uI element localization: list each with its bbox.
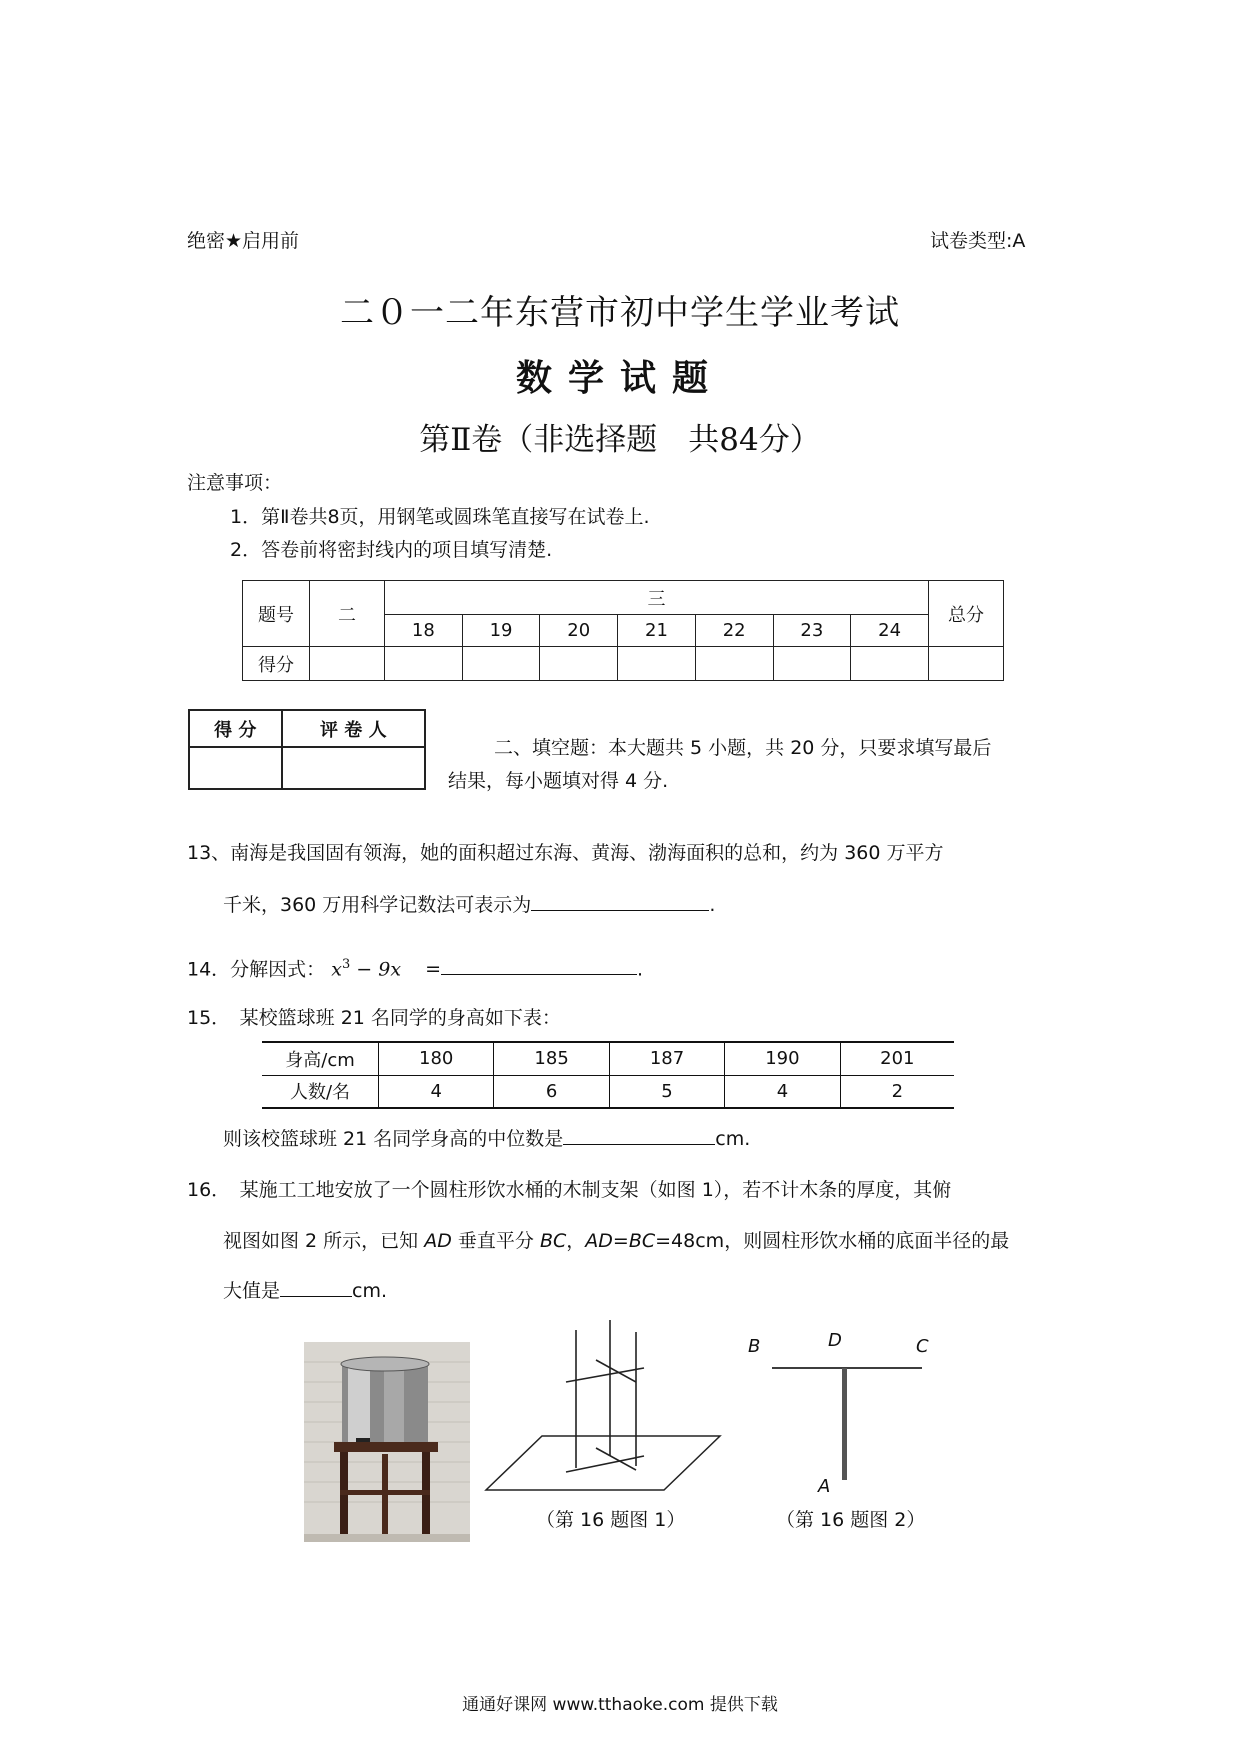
grader-box-score-label: 得 分 xyxy=(189,710,282,747)
label-b: B xyxy=(748,1336,761,1357)
fig1-caption: （第 16 题图 1） xyxy=(536,1509,686,1531)
stand-sketch-figure xyxy=(484,1316,724,1502)
score-table xyxy=(242,580,1004,681)
q16-eq: AD=BC xyxy=(585,1230,656,1252)
score-table-total: 总分 xyxy=(929,581,1004,647)
height-value: 185 xyxy=(494,1042,609,1075)
exam-title: 二０一二年东营市初中学生学业考试 xyxy=(340,293,900,333)
score-table-number: 19 xyxy=(462,615,540,647)
q15-intro: 15． 某校篮球班 21 名同学的身高如下表： xyxy=(187,1007,561,1029)
count-value: 4 xyxy=(379,1075,494,1108)
grader-box xyxy=(188,709,426,790)
q16-line2-c: ， xyxy=(566,1230,586,1252)
q15-unit: cm. xyxy=(715,1128,751,1150)
q13-answer-blank[interactable] xyxy=(531,910,709,911)
score-cell[interactable] xyxy=(462,647,540,681)
score-cell[interactable] xyxy=(385,647,463,681)
q16-line2-d: =48cm，则圆柱形饮水桶的底面半径的最 xyxy=(655,1230,1010,1252)
height-value: 201 xyxy=(840,1042,954,1075)
grader-box-grader-label: 评 卷 人 xyxy=(282,710,425,747)
count-value: 4 xyxy=(725,1075,840,1108)
q16-line2-a: 视图如图 2 所示，已知 xyxy=(223,1230,425,1252)
subject-title: 数学试题 xyxy=(515,357,724,399)
q14-line xyxy=(187,950,643,984)
score-cell[interactable] xyxy=(929,647,1004,681)
q16-unit: cm. xyxy=(352,1280,388,1302)
notice-item-1: 1．第Ⅱ卷共8页，用钢笔或圆珠笔直接写在试卷上. xyxy=(230,506,650,528)
score-table-section-three: 三 xyxy=(385,581,929,615)
score-cell[interactable] xyxy=(618,647,696,681)
q14-expr-exp: 3 xyxy=(341,957,351,972)
q13-end: . xyxy=(709,894,716,916)
notice-item-2: 2．答卷前将密封线内的项目填写清楚. xyxy=(230,539,553,561)
score-table-number: 22 xyxy=(695,615,773,647)
grader-box-grader-cell[interactable] xyxy=(282,747,425,789)
score-table-number: 21 xyxy=(618,615,696,647)
score-cell[interactable] xyxy=(695,647,773,681)
q16-line2 xyxy=(223,1226,1009,1256)
score-cell[interactable] xyxy=(310,647,385,681)
notice-heading: 注意事项： xyxy=(187,472,283,494)
footer: 通通好课网 www.tthaoke.com 提供下载 xyxy=(462,1695,778,1715)
q14-eq: = xyxy=(425,958,442,981)
score-table-number: 24 xyxy=(851,615,929,647)
height-table xyxy=(262,1041,954,1109)
q14-end: . xyxy=(637,958,644,981)
count-value: 5 xyxy=(609,1075,724,1108)
fig2-caption: （第 16 题图 2） xyxy=(776,1509,926,1531)
score-table-row1-label: 题号 xyxy=(243,581,310,647)
q15-question: 则该校篮球班 21 名同学身高的中位数是 xyxy=(223,1128,564,1150)
q13-line2 xyxy=(223,890,715,920)
score-cell[interactable] xyxy=(540,647,618,681)
q16-line2-b: 垂直平分 xyxy=(451,1230,540,1252)
score-table-number: 23 xyxy=(773,615,851,647)
q15-question-line xyxy=(223,1124,750,1154)
section-two-intro-line2: 结果，每小题填对得 4 分. xyxy=(448,770,669,792)
q13-line1: 13、南海是我国固有领海，她的面积超过东海、黄海、渤海面积的总和，约为 360 万平方 xyxy=(187,842,944,864)
paper-type-label: 试卷类型:A xyxy=(930,230,1026,252)
q16-bc: BC xyxy=(539,1230,567,1252)
q16-line3-text: 大值是 xyxy=(223,1280,281,1302)
q14-expr-base: x xyxy=(331,958,342,981)
q16-answer-blank[interactable] xyxy=(280,1296,352,1297)
q13-line2-text: 千米，360 万用科学记数法可表示为 xyxy=(223,894,532,916)
q15-answer-blank[interactable] xyxy=(563,1144,715,1145)
height-value: 180 xyxy=(379,1042,494,1075)
label-c: C xyxy=(916,1336,929,1357)
label-d: D xyxy=(828,1330,842,1351)
q14-answer-blank[interactable] xyxy=(441,974,637,975)
height-value: 187 xyxy=(609,1042,724,1075)
height-table-row2-label: 人数/名 xyxy=(262,1075,379,1108)
height-value: 190 xyxy=(725,1042,840,1075)
part-title: 第Ⅱ卷（非选择题 共84分） xyxy=(419,422,821,458)
section-two-intro-line1: 二、填空题：本大题共 5 小题，共 20 分，只要求填写最后 xyxy=(494,737,992,759)
score-cell[interactable] xyxy=(773,647,851,681)
grader-box-score-cell[interactable] xyxy=(189,747,282,789)
bucket-stand-photo xyxy=(304,1342,470,1542)
score-table-number: 20 xyxy=(540,615,618,647)
q16-line1: 16． 某施工工地安放了一个圆柱形饮水桶的木制支架（如图 1），若不计木条的厚度，其俯 xyxy=(187,1179,952,1201)
score-cell[interactable] xyxy=(851,647,929,681)
score-table-row2-label: 得分 xyxy=(243,647,310,681)
q16-line3 xyxy=(223,1276,387,1306)
count-value: 6 xyxy=(494,1075,609,1108)
top-view-figure xyxy=(740,1330,940,1500)
count-value: 2 xyxy=(840,1075,954,1108)
height-table-row1-label: 身高/cm xyxy=(262,1042,379,1075)
label-a: A xyxy=(818,1476,831,1497)
q16-ad: AD xyxy=(424,1230,452,1252)
confidential-label: 绝密★启用前 xyxy=(187,230,300,252)
score-table-number: 18 xyxy=(385,615,463,647)
score-table-section-two: 二 xyxy=(310,581,385,647)
q14-prefix: 14．分解因式： xyxy=(187,958,326,981)
q14-expr-rest: − 9x xyxy=(350,958,402,981)
